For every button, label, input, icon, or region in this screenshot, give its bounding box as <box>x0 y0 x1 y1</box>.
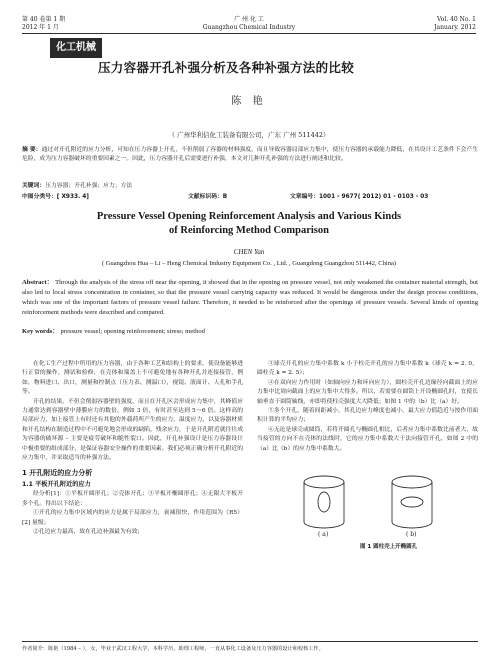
section-badge: 化工机械 <box>50 38 102 58</box>
abstract-cn <box>22 146 478 164</box>
abstract-label: 摘 要： <box>22 147 42 153</box>
author-affiliation: （ 广州华利信化工装备有限公司，广东 广州 511442） <box>168 131 330 139</box>
abstract-text: 通过对开孔附近的应力分析，可知在压力容器上开孔，不但削弱了容器的材料强度，而且导致容器局部应力集中，使压力容器的承载能力降低，在其设计工艺条件下会产生危险，成为压力容器破坏的重要因素之一。因此，压力容器开孔后需要进行补强，本文对几种开孔补强的方法进行阐述和比较。 <box>22 147 478 162</box>
journal-name-cn: 广 州 化 工 <box>234 16 264 23</box>
conclusion-item-5: ⑤多个开孔，随着间距减小，其孔边应力峰度也减小，最大应力值趋近与按作用面积计算的平均应力； <box>257 408 478 424</box>
english-affiliation: ( Guangzhou Hua – Li – Heng Chemical Industry Equipment Co. , Ltd. , Guangdong Guangzhou 511442, China) <box>101 260 396 267</box>
cylinder-b <box>392 476 432 528</box>
conclusion-item-2: ②孔边应力最高，故在孔边补强最为有效； <box>33 529 144 536</box>
analysis-paragraph: 经分析[1]：①平板开圆形孔；②壳体开孔；③平板开椭圆形孔；④无限大平板开多个孔。得出以下结论： <box>22 491 243 507</box>
conclusion-item-3: ③球壳开孔的应力集中系数 k 小于柱壳开孔的应力集中系数 k（球壳 k = 2. 0，圆柱壳 k = 2. 5）； <box>257 361 478 377</box>
section-1-heading: 1 开孔附近的应力分析 <box>22 469 93 478</box>
conclusion-item-1: ①开孔的应力集中区域内的应力是属于局部应力，衰减很快，作用范围为（R5）[2] 量级； <box>22 510 243 526</box>
journal-name-en: Guangzhou Chemical Industry <box>202 24 296 31</box>
conclusion-item-6: ⑥无论是球壳或圆筒，若将开圆孔与椭圆孔相比，后者应力集中系数比前者大，故当接管的方向不在壳体的法线时，它的应力集中系数大于法向接管开孔，如图 2 中的（a）比（b）的应力集中系数大。 <box>257 426 478 452</box>
figure-1-cylinder-openings <box>262 470 472 540</box>
keywords-label: 关键词： <box>22 183 46 189</box>
keywords-cn <box>22 182 132 191</box>
figure-1-caption: 图 1 圆柱壳上开椭圆孔 <box>360 544 418 550</box>
date-en: January. 2012 <box>434 24 476 31</box>
cylinder-a <box>304 476 344 528</box>
body-left-column <box>22 360 243 538</box>
english-abstract <box>22 278 478 318</box>
english-abstract-label: Abstract： <box>22 279 54 286</box>
english-abstract-text: Through the analysis of the stress off near the opening, it showed that in the opening on pressure vessel, not only weakened the container material strength, but also led to local stress concentration in container, so that the pressure vessel carrying capacity was reduced. It would be dangerous under the design process conditions, which was one of the important factors of pressure vessel failure. Therefore, it needed to be reinforced after the openings of pressure vessels. Several kinds of opening reinforcement methods were described and compared. <box>22 279 478 316</box>
section-1-1-heading: 1.1 平板开孔附近的应力 <box>22 481 91 489</box>
intro-paragraph-1: 在化工生产过程中所用的压力容器，由于各种工艺和结构上的要求，使设备能够进行正常的操作，测试和检修，在壳体和端盖上不可避免地有各种开孔并连接接管，例如，物料进口、出口，测量和控制点（压力表、测温口），视镜、液面计、人孔和手孔等。 <box>22 361 243 396</box>
body-right-column <box>257 360 478 454</box>
english-title-line2: of Reinforcing Method Comparison <box>169 225 329 236</box>
document-code: 文献标识码：B <box>188 194 228 200</box>
author-name: 陈 艳 <box>231 96 267 107</box>
author-footnote: 作者简介：陈艳（1984 – ），女，毕业于武汉工程大学，本科学历，助理工程师，一直从事化工设备及压力容器的设计和校核工作。 <box>22 641 478 652</box>
figure-label-a: ( a) <box>318 531 329 538</box>
article-number: 文章编号：1001 - 9677( 2012) 01 - 0103 - 03 <box>290 194 429 200</box>
english-keywords <box>22 327 478 337</box>
header-rule <box>22 33 476 34</box>
english-keywords-text: pressure vessel; opening reinforcement; stress; method <box>60 328 205 335</box>
journal-volume-en <box>434 16 476 32</box>
paper-title: 压力容器开孔补强分析及各种补强方法的比较 <box>98 60 355 75</box>
date-cn: 2012 年 1 月 <box>22 24 59 31</box>
volume-issue-cn: 第 40 卷第 1 期 <box>22 16 66 23</box>
figure-label-b: ( b) <box>406 531 417 538</box>
elliptical-hole-a <box>318 492 330 512</box>
english-keywords-label: Key words： <box>22 328 59 335</box>
keywords-text: 压力容器；开孔补强；应力；方法 <box>45 183 133 189</box>
conclusion-item-4: ④在双向应力作用时（如轴向应力和环向应力），圆柱壳开孔边缘径向截面上的应力集中比周向截面上的应力集中大得多。所以，若需要在圆筒上开设椭圆孔时，宜使长轴垂直于圆筒轴线，亦即将使柱壳强度大大降低；如图 1 中的（b）比（a）好。 <box>257 379 478 405</box>
elliptical-hole-b <box>401 497 423 507</box>
clc-number: 中图分类号：[ X933. 4] <box>22 194 89 200</box>
intro-paragraph-2: 开孔的结果，不但会削弱容器壁的强度，而且在开孔区会形成应力集中，其峰值应力通常达到容器壁中薄膜应力的数倍，例如 3 倍，有时甚至达到 5～6 倍。这样高的局部应力，加上接管上有时还有其他的外载荷所产生的应力，温度应力，以及容器材质和开孔结构在制造过程中不可避免地会形成的缺陷，残余应力，于是开孔附近就往往成为容器的破坏源 – 主要是疲劳破坏和脆性裂口。因此，开孔补强设计是压力容器设计中极重要的组成部分，是保证容器安全操作的重要因素。我们必须正确分析开孔附近的应力集中，并采取适当的补强方法。 <box>22 398 243 462</box>
english-author: CHEN Yan <box>233 248 265 256</box>
journal-name <box>0 16 498 32</box>
volume-issue-en: Vol. 40 No. 1 <box>436 16 476 23</box>
english-title-line1: Pressure Vessel Opening Reinforcement Analysis and Various Kinds <box>96 211 402 222</box>
